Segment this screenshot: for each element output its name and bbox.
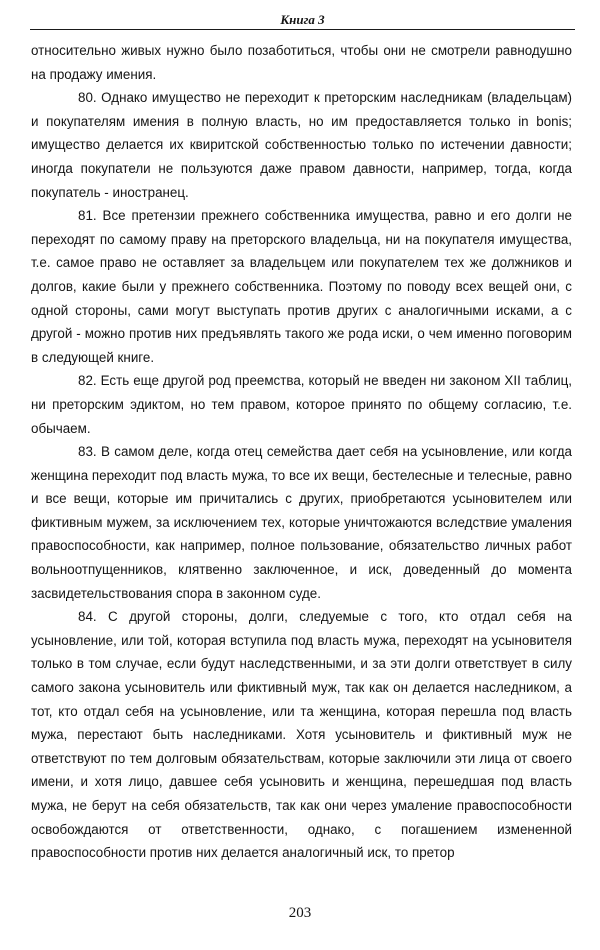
paragraph-82: 82. Есть еще другой род преемства, который не введен ни законом XII таблиц, ни преторским эдиктом, но тем правом, которое принято по общему согласию, т.е. обычаем. xyxy=(31,373,572,436)
paragraph-81: 81. Все претензии прежнего собственника имущества, равно и его долги не переходят по самому праву на преторского владельца, ни на покупателя имущества, т.е. самое право не оставляет за владельцем или покупателем тех же должников и долгов, какие были у прежнего собственника. Поэтому по поводу всех вещей они, с одной стороны, сами могут выступать против других с аналогичными исками, а с другой - можно против них предъявлять такого же рода иски, о чем именно поговорим в следующей книге. xyxy=(31,208,572,365)
header-rule xyxy=(30,29,575,30)
paragraph-continuation: относительно живых нужно было позаботиться, чтобы они не смотрели равнодушно на продажу имения. xyxy=(31,43,572,82)
paragraph-83: 83. В самом деле, когда отец семейства дает себя на усыновление, или когда женщина переходит под власть мужа, то все их вещи, бестелесные и телесные, равно и все вещи, которые им причитались с других, приобретаются усыновителем или фиктивным мужем, за исключением тех, которые уничтожаются вследствие умаления правоспособности, как например, полное пользование, обязательство личных работ вольноотпущенников, клятвенно заключенное, и иск, доведенный до момента засвидетельствования спора в законном суде. xyxy=(31,444,572,601)
paragraph-80: 80. Однако имущество не переходит к преторским наследникам (владельцам) и покупателям имения в полную власть, но им предоставляется только in bonis; имущество делается их квиритской собственностью только по истечении давности; иногда покупатели не пользуются даже правом давности, например, тогда, когда покупатель - иностранец. xyxy=(31,90,572,200)
page-body xyxy=(31,39,572,865)
running-header xyxy=(30,12,575,34)
page-number: 203 xyxy=(288,905,312,921)
book-title: Книга 3 xyxy=(274,12,330,27)
paragraph-84: 84. С другой стороны, долги, следуемые с того, кто отдал себя на усыновление, или той, которая вступила под власть мужа, переходят на усыновителя только в том случае, если будут наследственными, и за эти долги ответствует в силу самого закона усыновитель или фиктивный муж, так как он делается наследником, а тот, кто отдал себя на усыновление, или та женщина, которая перешла под власть мужа, перестают быть наследниками. Хотя усыновитель и фиктивный муж не ответствуют по тем долговым обязательствам, которые заключили эти лица от своего имени, и хотя лицо, давшее себя усыновить и женщина, перешедшая под власть мужа, не берут на себя обязательств, так как они через умаление правоспособности освобождаются от ответственности, однако, с погашением измененной правоспособности против них делается аналогичный иск, то претор xyxy=(31,609,572,861)
